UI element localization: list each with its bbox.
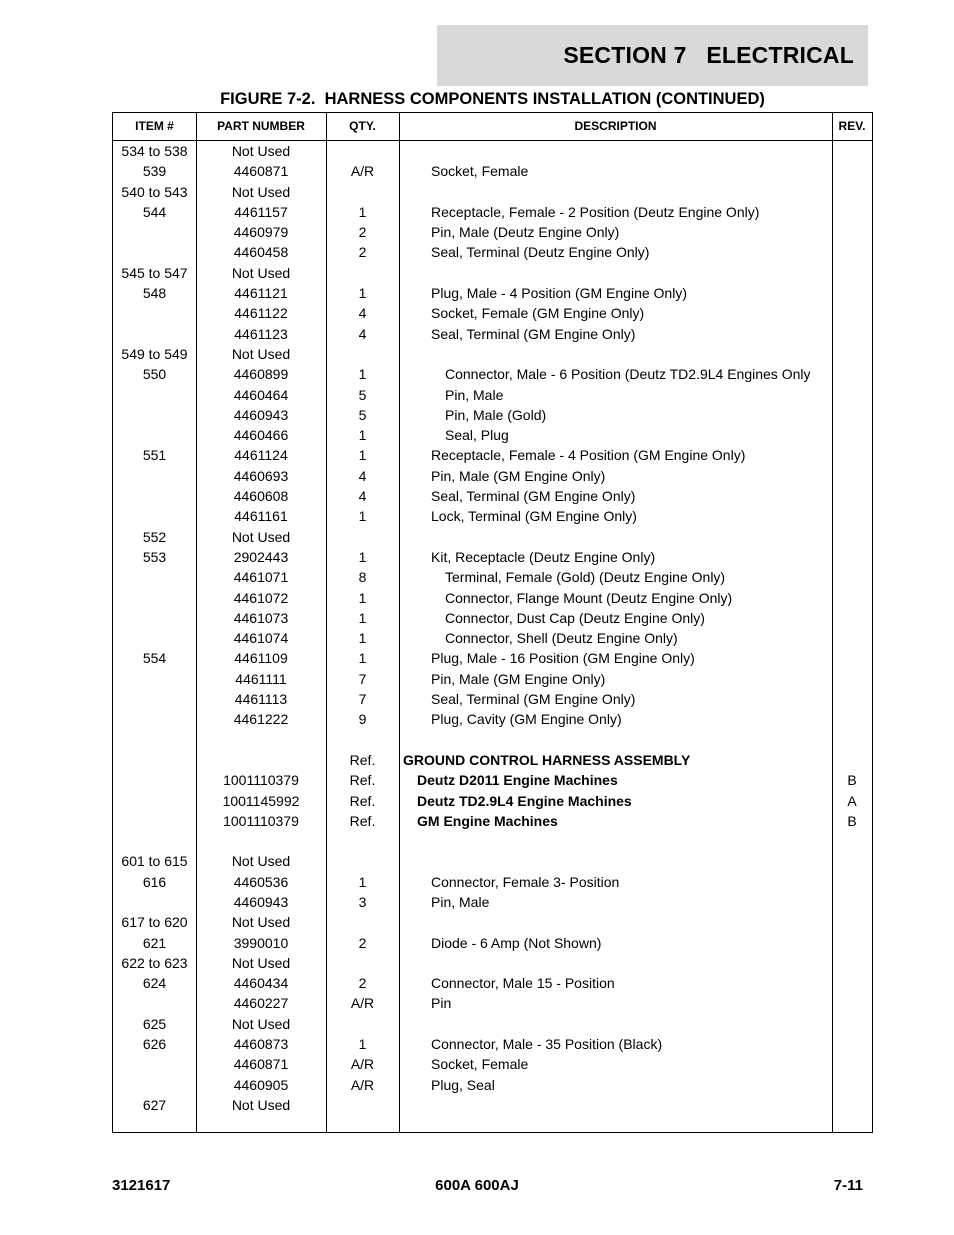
qty-cell: 4 bbox=[358, 325, 367, 342]
table-row bbox=[113, 283, 872, 303]
item-cell: 624 bbox=[142, 975, 167, 992]
description-cell: Socket, Female bbox=[431, 163, 529, 180]
part-number-cell: 4460536 bbox=[233, 873, 289, 890]
description-cell: Receptacle, Female - 4 Position (GM Engine Only) bbox=[431, 447, 746, 464]
part-number-cell: Not Used bbox=[231, 954, 291, 971]
item-cell: 554 bbox=[142, 650, 167, 667]
qty-cell: 1 bbox=[358, 548, 367, 565]
table-row bbox=[113, 851, 872, 871]
item-cell: 549 to 549 bbox=[121, 345, 188, 362]
table-row bbox=[113, 689, 872, 709]
item-cell: 616 bbox=[142, 873, 167, 890]
table-row bbox=[113, 608, 872, 628]
qty-cell: 5 bbox=[358, 386, 367, 403]
part-number-cell: Not Used bbox=[231, 183, 291, 200]
qty-cell: 1 bbox=[358, 447, 367, 464]
part-number-cell: 4461122 bbox=[234, 305, 288, 322]
table-row bbox=[113, 425, 872, 445]
part-number-cell: 4461071 bbox=[233, 569, 289, 586]
item-cell: 625 bbox=[142, 1015, 167, 1032]
description-cell: Socket, Female bbox=[431, 1056, 529, 1073]
description-cell: Diode - 6 Amp (Not Shown) bbox=[431, 934, 602, 951]
description-cell: Pin, Male bbox=[431, 893, 490, 910]
part-number-cell: Not Used bbox=[231, 345, 291, 362]
part-number-cell: 4460979 bbox=[233, 224, 289, 241]
description-cell: GROUND CONTROL HARNESS ASSEMBLY bbox=[403, 751, 691, 768]
table-row bbox=[113, 791, 872, 811]
description-cell: Seal, Terminal (GM Engine Only) bbox=[431, 488, 636, 505]
item-cell: 550 bbox=[142, 366, 167, 383]
qty-cell: Ref. bbox=[349, 751, 376, 768]
description-cell: Deutz TD2.9L4 Engine Machines bbox=[417, 792, 632, 809]
qty-cell: 7 bbox=[358, 691, 367, 708]
item-cell: 621 bbox=[142, 934, 167, 951]
part-number-cell: 4460458 bbox=[233, 244, 289, 261]
part-number-cell: 4461123 bbox=[234, 325, 288, 342]
part-number-cell: Not Used bbox=[231, 853, 291, 870]
qty-cell: 1 bbox=[358, 650, 367, 667]
part-number-cell: 4461111 bbox=[235, 670, 287, 687]
qty-cell: 5 bbox=[358, 406, 367, 423]
part-number-cell: 4461073 bbox=[233, 609, 289, 626]
part-number-cell: 2902443 bbox=[233, 548, 289, 565]
item-cell: 617 to 620 bbox=[121, 914, 188, 931]
qty-cell: 1 bbox=[358, 366, 367, 383]
description-cell: Seal, Terminal (Deutz Engine Only) bbox=[431, 244, 650, 261]
part-number-cell: Not Used bbox=[231, 143, 291, 159]
description-cell: Deutz D2011 Engine Machines bbox=[417, 772, 618, 789]
description-cell: Connector, Dust Cap (Deutz Engine Only) bbox=[445, 609, 705, 626]
item-cell: 552 bbox=[142, 528, 167, 545]
item-cell: 534 to 538 bbox=[121, 143, 188, 159]
description-cell: Plug, Seal bbox=[431, 1076, 495, 1093]
qty-cell: 2 bbox=[358, 224, 367, 241]
part-number-cell: Not Used bbox=[231, 1096, 291, 1113]
table-row bbox=[113, 1095, 872, 1115]
table-row bbox=[113, 1014, 872, 1034]
item-cell: 545 to 547 bbox=[121, 264, 188, 281]
item-cell: 626 bbox=[142, 1036, 167, 1053]
table-row bbox=[113, 385, 872, 405]
qty-cell: 2 bbox=[358, 975, 367, 992]
part-number-cell: 4461157 bbox=[234, 203, 288, 220]
description-cell: Socket, Female (GM Engine Only) bbox=[431, 305, 645, 322]
description-cell: Pin, Male (Deutz Engine Only) bbox=[431, 224, 620, 241]
table-row bbox=[113, 892, 872, 912]
description-cell: Seal, Terminal (GM Engine Only) bbox=[431, 325, 636, 342]
table-row bbox=[113, 506, 872, 526]
part-number-cell: 4460227 bbox=[233, 995, 289, 1012]
table-row bbox=[113, 547, 872, 567]
qty-cell: 9 bbox=[358, 711, 367, 728]
qty-cell: 4 bbox=[358, 467, 367, 484]
description-cell: Connector, Female 3- Position bbox=[431, 873, 620, 890]
rev-cell: A bbox=[847, 792, 857, 809]
qty-cell: 1 bbox=[358, 427, 367, 444]
table-row bbox=[113, 588, 872, 608]
description-cell: Connector, Male - 35 Position (Black) bbox=[431, 1036, 663, 1053]
part-number-cell: 4460466 bbox=[233, 427, 289, 444]
item-cell: 553 bbox=[142, 548, 167, 565]
part-number-cell: 1001110379 bbox=[223, 812, 299, 829]
description-cell: Pin, Male (GM Engine Only) bbox=[431, 467, 606, 484]
qty-cell: A/R bbox=[350, 1056, 375, 1073]
table-row bbox=[113, 1034, 872, 1054]
part-number-cell: 4460899 bbox=[233, 366, 289, 383]
part-number-cell: 4461161 bbox=[234, 508, 288, 525]
table-row bbox=[113, 466, 872, 486]
table-row bbox=[113, 222, 872, 242]
item-cell: 548 bbox=[142, 285, 167, 302]
item-cell: 601 to 615 bbox=[121, 853, 188, 870]
table-row bbox=[113, 182, 872, 202]
footer-model: 600A 600AJ bbox=[435, 1177, 519, 1194]
table-row bbox=[113, 1075, 872, 1095]
footer-doc-number: 3121617 bbox=[112, 1177, 171, 1194]
description-cell: Connector, Male 15 - Position bbox=[431, 975, 615, 992]
part-number-cell: 4460464 bbox=[233, 386, 289, 403]
item-cell: 627 bbox=[142, 1096, 167, 1113]
part-number-cell: Not Used bbox=[231, 264, 291, 281]
part-number-cell: 4460905 bbox=[233, 1076, 289, 1093]
qty-cell: 2 bbox=[358, 934, 367, 951]
table-row bbox=[113, 567, 872, 587]
description-cell: Connector, Male - 6 Position (Deutz TD2.9L4 Engines Only bbox=[445, 366, 811, 383]
table-row bbox=[113, 669, 872, 689]
table-row bbox=[113, 933, 872, 953]
qty-cell: 3 bbox=[358, 893, 367, 910]
table-row bbox=[113, 486, 872, 506]
table-row bbox=[113, 527, 872, 547]
part-number-cell: 4461074 bbox=[233, 630, 289, 647]
qty-cell: 1 bbox=[358, 285, 367, 302]
description-cell: Pin, Male bbox=[445, 386, 504, 403]
part-number-cell: 4461072 bbox=[233, 589, 289, 606]
qty-cell: 1 bbox=[358, 873, 367, 890]
qty-cell: 1 bbox=[358, 630, 367, 647]
table-row bbox=[113, 303, 872, 323]
part-number-cell: Not Used bbox=[231, 528, 291, 545]
table-row bbox=[113, 831, 872, 851]
qty-cell: 1 bbox=[358, 203, 367, 220]
table-row bbox=[113, 709, 872, 729]
part-number-cell: 4460608 bbox=[233, 488, 289, 505]
table-row bbox=[113, 1054, 872, 1074]
qty-cell: Ref. bbox=[349, 792, 376, 809]
qty-cell: 1 bbox=[358, 1036, 367, 1053]
description-cell: Pin, Male (GM Engine Only) bbox=[431, 670, 606, 687]
table-row bbox=[113, 405, 872, 425]
part-number-cell: 4460693 bbox=[233, 467, 289, 484]
table-row bbox=[113, 973, 872, 993]
qty-cell: Ref. bbox=[349, 812, 376, 829]
table-row bbox=[113, 141, 872, 161]
table-row bbox=[113, 202, 872, 222]
rev-cell: B bbox=[847, 812, 857, 829]
item-cell: 539 bbox=[142, 163, 167, 180]
part-number-cell: Not Used bbox=[231, 914, 291, 931]
qty-cell: 8 bbox=[358, 569, 367, 586]
section-banner bbox=[437, 25, 868, 86]
table-row bbox=[113, 364, 872, 384]
qty-cell: 4 bbox=[358, 488, 367, 505]
table-row bbox=[113, 811, 872, 831]
column-header-part-number: PART NUMBER bbox=[217, 119, 305, 133]
table-row bbox=[113, 161, 872, 181]
table-row bbox=[113, 730, 872, 750]
table-row bbox=[113, 912, 872, 932]
table-body bbox=[113, 141, 872, 1115]
table-row bbox=[113, 872, 872, 892]
item-cell: 544 bbox=[142, 203, 167, 220]
figure-title: FIGURE 7-2. HARNESS COMPONENTS INSTALLATION (CONTINUED) bbox=[220, 90, 765, 108]
description-cell: Kit, Receptacle (Deutz Engine Only) bbox=[431, 548, 656, 565]
part-number-cell: Not Used bbox=[231, 1015, 291, 1032]
column-header-description: DESCRIPTION bbox=[574, 119, 657, 133]
description-cell: Pin bbox=[431, 995, 452, 1012]
qty-cell: A/R bbox=[350, 995, 375, 1012]
qty-cell: 4 bbox=[358, 305, 367, 322]
part-number-cell: 4460871 bbox=[233, 1056, 289, 1073]
part-number-cell: 4460871 bbox=[233, 163, 289, 180]
column-header-item: ITEM # bbox=[135, 119, 174, 133]
item-cell: 540 to 543 bbox=[121, 183, 188, 200]
table-row bbox=[113, 344, 872, 364]
parts-table bbox=[112, 112, 873, 1133]
qty-cell: 1 bbox=[358, 609, 367, 626]
part-number-cell: 1001110379 bbox=[223, 772, 299, 789]
qty-cell: A/R bbox=[350, 163, 375, 180]
part-number-cell: 4461124 bbox=[234, 447, 288, 464]
qty-cell: 7 bbox=[358, 670, 367, 687]
description-cell: Plug, Male - 4 Position (GM Engine Only) bbox=[431, 285, 687, 302]
table-row bbox=[113, 953, 872, 973]
table-row bbox=[113, 648, 872, 668]
table-row bbox=[113, 242, 872, 262]
table-row bbox=[113, 324, 872, 344]
part-number-cell: 4461121 bbox=[234, 285, 288, 302]
part-number-cell: 4461109 bbox=[234, 650, 288, 667]
qty-cell: 2 bbox=[358, 244, 367, 261]
description-cell: Plug, Cavity (GM Engine Only) bbox=[431, 711, 622, 728]
description-cell: Plug, Male - 16 Position (GM Engine Only) bbox=[431, 650, 695, 667]
part-number-cell: 1001145992 bbox=[222, 792, 300, 809]
column-header-qty: QTY. bbox=[349, 119, 376, 133]
item-cell: 551 bbox=[142, 447, 167, 464]
table-row bbox=[113, 263, 872, 283]
part-number-cell: 4460943 bbox=[233, 893, 289, 910]
description-cell: Terminal, Female (Gold) (Deutz Engine Only) bbox=[445, 569, 726, 586]
description-cell: Lock, Terminal (GM Engine Only) bbox=[431, 508, 637, 525]
description-cell: GM Engine Machines bbox=[417, 812, 558, 829]
part-number-cell: 4460873 bbox=[233, 1036, 289, 1053]
description-cell: Connector, Shell (Deutz Engine Only) bbox=[445, 630, 678, 647]
table-row bbox=[113, 993, 872, 1013]
part-number-cell: 4461222 bbox=[233, 711, 289, 728]
part-number-cell: 4460943 bbox=[233, 406, 289, 423]
description-cell: Seal, Plug bbox=[445, 427, 509, 444]
section-title: SECTION 7 ELECTRICAL bbox=[563, 42, 854, 68]
part-number-cell: 4460434 bbox=[233, 975, 289, 992]
footer-page-number: 7-11 bbox=[833, 1177, 863, 1194]
item-cell: 622 to 623 bbox=[121, 954, 188, 971]
description-cell: Receptacle, Female - 2 Position (Deutz Engine Only) bbox=[431, 203, 760, 220]
qty-cell: 1 bbox=[358, 589, 367, 606]
table-row bbox=[113, 750, 872, 770]
part-number-cell: 4461113 bbox=[234, 691, 288, 708]
table-row bbox=[113, 628, 872, 648]
table-row bbox=[113, 445, 872, 465]
description-cell: Pin, Male (Gold) bbox=[445, 406, 547, 423]
table-row bbox=[113, 770, 872, 790]
rev-cell: B bbox=[847, 772, 857, 789]
part-number-cell: 3990010 bbox=[233, 934, 289, 951]
column-header-rev: REV. bbox=[838, 119, 866, 133]
qty-cell: A/R bbox=[350, 1076, 375, 1093]
qty-cell: Ref. bbox=[349, 772, 376, 789]
description-cell: Connector, Flange Mount (Deutz Engine Only) bbox=[445, 589, 733, 606]
qty-cell: 1 bbox=[358, 508, 367, 525]
description-cell: Seal, Terminal (GM Engine Only) bbox=[431, 691, 636, 708]
